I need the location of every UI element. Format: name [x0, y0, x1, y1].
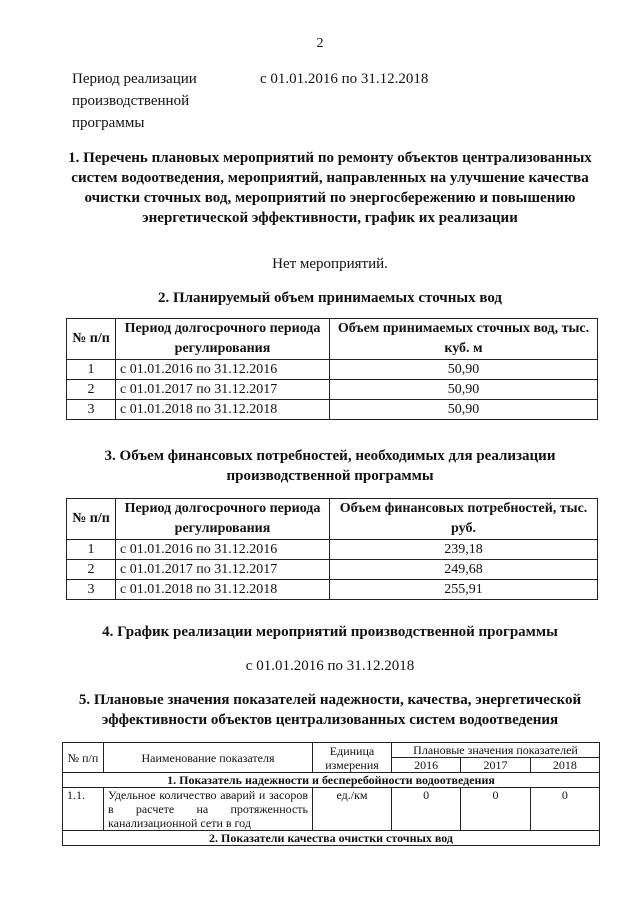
header-year: 2018: [530, 758, 599, 773]
row-name: Удельное количество аварий и засоров в расчете на протяженность канализационной сети в год: [104, 788, 313, 831]
header-num: № п/п: [67, 499, 116, 540]
row-value: 0: [530, 788, 599, 831]
header-planned: Плановые значения показателей: [392, 743, 600, 758]
section-2-title: 2. Планируемый объем принимаемых сточных вод: [157, 290, 503, 306]
table-header-row: [67, 319, 598, 360]
row-num: 1: [67, 360, 116, 380]
row-value: 0: [461, 788, 530, 831]
group-title: 1. Показатель надежности и бесперебойности водоотведения: [63, 773, 600, 788]
period-label: Период реализации производственной программы: [72, 71, 197, 131]
row-value: 239,18: [330, 540, 598, 560]
header-volume: Объем принимаемых сточных вод, тыс. куб. м: [330, 319, 598, 360]
row-num: 3: [67, 580, 116, 600]
wastewater-volume-table: [66, 318, 598, 420]
row-period: с 01.01.2018 по 31.12.2018: [116, 580, 330, 600]
header-num: № п/п: [63, 743, 104, 773]
row-period: с 01.01.2018 по 31.12.2018: [116, 400, 330, 420]
section-4-period: с 01.01.2016 по 31.12.2018: [245, 658, 415, 674]
row-num: 2: [67, 380, 116, 400]
section-5-title: 5. Плановые значения показателей надежности, качества, энергетической эффективности объектов централизованных систем водоотведения: [78, 692, 582, 728]
header-num: № п/п: [67, 319, 116, 360]
table-row: [67, 580, 598, 600]
table-row: [67, 380, 598, 400]
table-row: [67, 540, 598, 560]
section-1-title: 1. Перечень плановых мероприятий по ремонту объектов централизованных систем водоотведения, мероприятий, направленных на улучшение качества очистки сточных вод, мероприятий по энергосбережению и повышению энергетической эффективности, график их реализации: [68, 150, 592, 226]
row-period: с 01.01.2016 по 31.12.2016: [116, 540, 330, 560]
table-header-row: [63, 743, 600, 758]
financial-needs-table: [66, 498, 598, 600]
table-group-row: [63, 773, 600, 788]
row-value: 50,90: [330, 400, 598, 420]
row-num: 3: [67, 400, 116, 420]
row-value: 50,90: [330, 380, 598, 400]
row-value: 50,90: [330, 360, 598, 380]
header-financial: Объем финансовых потребностей, тыс. руб.: [330, 499, 598, 540]
indicators-table: [62, 742, 600, 846]
table-group-row: [63, 831, 600, 846]
row-num: 1: [67, 540, 116, 560]
section-4-title: 4. График реализации мероприятий производственной программы: [102, 624, 558, 640]
row-value: 255,91: [330, 580, 598, 600]
table-row: [67, 400, 598, 420]
period-value: с 01.01.2016 по 31.12.2018: [260, 71, 429, 87]
header-period: Период долгосрочного периода регулирования: [116, 319, 330, 360]
row-unit: ед./км: [313, 788, 392, 831]
row-num: 1.1.: [63, 788, 104, 831]
group-title: 2. Показатели качества очистки сточных вод: [63, 831, 600, 846]
section-1-note: Нет мероприятий.: [272, 256, 388, 272]
header-period: Период долгосрочного периода регулирования: [116, 499, 330, 540]
row-period: с 01.01.2017 по 31.12.2017: [116, 380, 330, 400]
header-year: 2016: [392, 758, 461, 773]
section-3-title: 3. Объем финансовых потребностей, необходимых для реализации производственной программы: [104, 448, 556, 484]
table-row: [63, 788, 600, 831]
table-header-row: [67, 499, 598, 540]
page-number: 2: [316, 36, 324, 51]
header-unit: Единица измерения: [313, 743, 392, 773]
row-value: 249,68: [330, 560, 598, 580]
row-period: с 01.01.2017 по 31.12.2017: [116, 560, 330, 580]
table-row: [67, 360, 598, 380]
header-name: Наименование показателя: [104, 743, 313, 773]
header-year: 2017: [461, 758, 530, 773]
row-value: 0: [392, 788, 461, 831]
row-period: с 01.01.2016 по 31.12.2016: [116, 360, 330, 380]
table-row: [67, 560, 598, 580]
row-num: 2: [67, 560, 116, 580]
